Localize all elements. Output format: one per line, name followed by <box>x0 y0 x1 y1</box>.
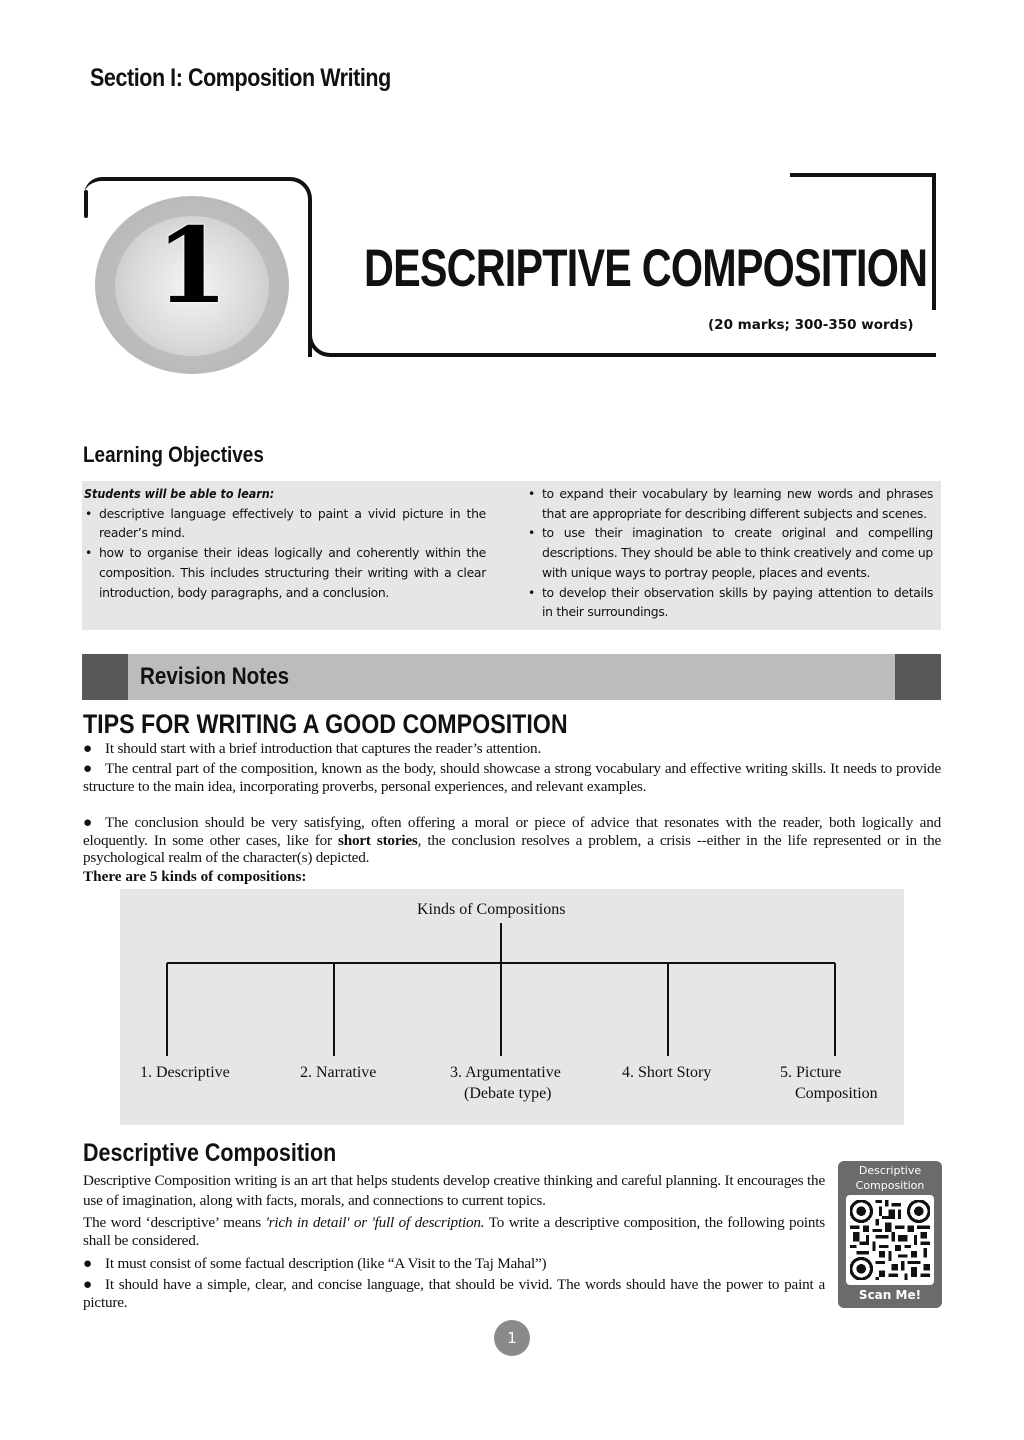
diagram-node: 4. Short Story <box>622 1064 712 1081</box>
page-number-badge: 1 <box>494 1320 530 1356</box>
qr-title-line: Descriptive <box>858 1164 922 1177</box>
descriptive-point <box>83 1254 825 1274</box>
diagram-node: 1. Descriptive <box>140 1064 230 1081</box>
chapter-marks-info: (20 marks; 300-350 words) <box>708 317 914 333</box>
definition-text: To write a descriptive composition, the following points shall be considered. <box>83 1214 825 1249</box>
revision-notes-banner <box>82 654 941 700</box>
learning-objective-text: how to organise their ideas logically and coherently within the composition. This includes structuring their writing with a clear introduction, body paragraphs, and a conclusion. <box>99 545 486 600</box>
descriptive-composition-heading: Descriptive Composition <box>83 1139 337 1167</box>
descriptive-composition-definition <box>83 1214 825 1249</box>
learning-objectives-panel <box>82 481 941 630</box>
diagram-node: 2. Narrative <box>300 1064 377 1081</box>
section-title: Section I: Composition Writing <box>90 64 391 92</box>
learning-objective-text: to develop their observation skills by paying attention to details in their surroundings. <box>542 584 933 620</box>
descriptive-point-text: It must consist of some factual description (like “A Visit to the Taj Mahal”) <box>105 1255 547 1272</box>
learning-objectives-intro: Students will be able to learn: <box>84 486 275 501</box>
descriptive-composition-intro: Descriptive Composition writing is an art that helps students develop creative thinking and careful planning. It encourages the use of imagination, along with facts, morals, and connections to current topics. <box>83 1172 825 1209</box>
tip-text: It should start with a brief introduction that captures the reader’s attention. <box>105 740 542 757</box>
learning-objective-text: to use their imagination to create original and compelling descriptions. They should be able to think creatively and come up with unique ways to portray people, places and events. <box>542 525 933 580</box>
tip-text: The conclusion should be very satisfying, often offering a moral or piece of advice that resonates with the reader, both logically and eloquently. In some other cases, like for <box>83 814 941 849</box>
banner-left-block <box>82 654 128 700</box>
learning-objectives-right-column <box>527 484 933 622</box>
kinds-intro: There are 5 kinds of compositions: <box>83 868 307 885</box>
definition-italic: 'rich in detail' or 'full of description. <box>265 1214 485 1231</box>
bullet-icon: ● <box>83 1276 92 1293</box>
learning-objective-item <box>527 523 933 582</box>
bullet-icon: • <box>528 525 536 541</box>
chapter-title: DESCRIPTIVE COMPOSITION <box>364 239 928 298</box>
diagram-node: 5. Picture <box>780 1064 842 1081</box>
learning-objective-text: to expand their vocabulary by learning new words and phrases that are appropriate for describing different subjects and scenes. <box>542 486 933 521</box>
definition-text: The word ‘descriptive’ means <box>83 1214 266 1231</box>
learning-objective-text: descriptive language effectively to paint a vivid picture in the reader’s mind. <box>99 505 486 541</box>
tip-item <box>83 760 941 795</box>
learning-objective-item <box>84 543 486 602</box>
diagram-node: 3. Argumentative <box>450 1064 561 1081</box>
chapter-frame-right <box>932 173 936 310</box>
chapter-frame-stub <box>84 190 88 218</box>
bullet-icon: • <box>528 486 536 501</box>
qr-code-icon[interactable] <box>846 1195 934 1285</box>
tip-text: The central part of the composition, known as the body, should showcase a strong vocabulary and effective writing skills. It needs to provide structure to the main idea, incorporating proverbs, personal experiences, and relevant examples. <box>83 760 941 795</box>
revision-notes-label: Revision Notes <box>140 663 290 690</box>
descriptive-point-text: It should have a simple, clear, and concise language, that should be vivid. The words should have the power to paint a picture. <box>83 1276 825 1311</box>
tip-text: , the conclusion resolves a problem, a crisis --either in the life represented or in the psychological realm of the character(s) depicted. <box>83 831 942 866</box>
bullet-icon: ● <box>83 1255 92 1272</box>
bullet-icon: • <box>528 584 536 600</box>
tip-item <box>83 814 941 867</box>
banner-right-block <box>895 654 941 700</box>
kinds-of-compositions-diagram <box>120 889 904 1125</box>
bullet-icon: • <box>85 505 93 521</box>
qr-title-line: Composition <box>855 1179 925 1192</box>
diagram-root: Kinds of Compositions <box>417 901 566 918</box>
qr-card[interactable] <box>838 1161 942 1308</box>
bullet-icon: ● <box>83 740 92 757</box>
learning-objectives-left-column <box>84 484 486 602</box>
bullet-icon: ● <box>83 814 92 831</box>
bullet-icon: • <box>85 545 93 561</box>
descriptive-point <box>83 1276 825 1311</box>
tips-heading: TIPS FOR WRITING A GOOD COMPOSITION <box>83 709 568 739</box>
learning-objectives-heading: Learning Objectives <box>83 442 264 467</box>
scan-me-label: Scan Me! <box>858 1288 922 1302</box>
diagram-node-sub: Composition <box>795 1085 878 1102</box>
chapter-frame-top-right <box>790 173 936 177</box>
tip-item <box>83 740 941 758</box>
qr-code-graphic <box>850 1200 930 1280</box>
bullet-icon: ● <box>83 760 92 777</box>
diagram-node-sub: (Debate type) <box>464 1085 552 1102</box>
learning-objective-item <box>527 583 933 622</box>
tip-bold-term: short stories <box>338 831 418 849</box>
qr-card-title <box>838 1163 942 1193</box>
learning-objective-item <box>84 504 486 543</box>
chapter-number-badge <box>95 196 289 374</box>
chapter-number: 1 <box>155 204 229 327</box>
learning-objective-item <box>527 484 933 523</box>
